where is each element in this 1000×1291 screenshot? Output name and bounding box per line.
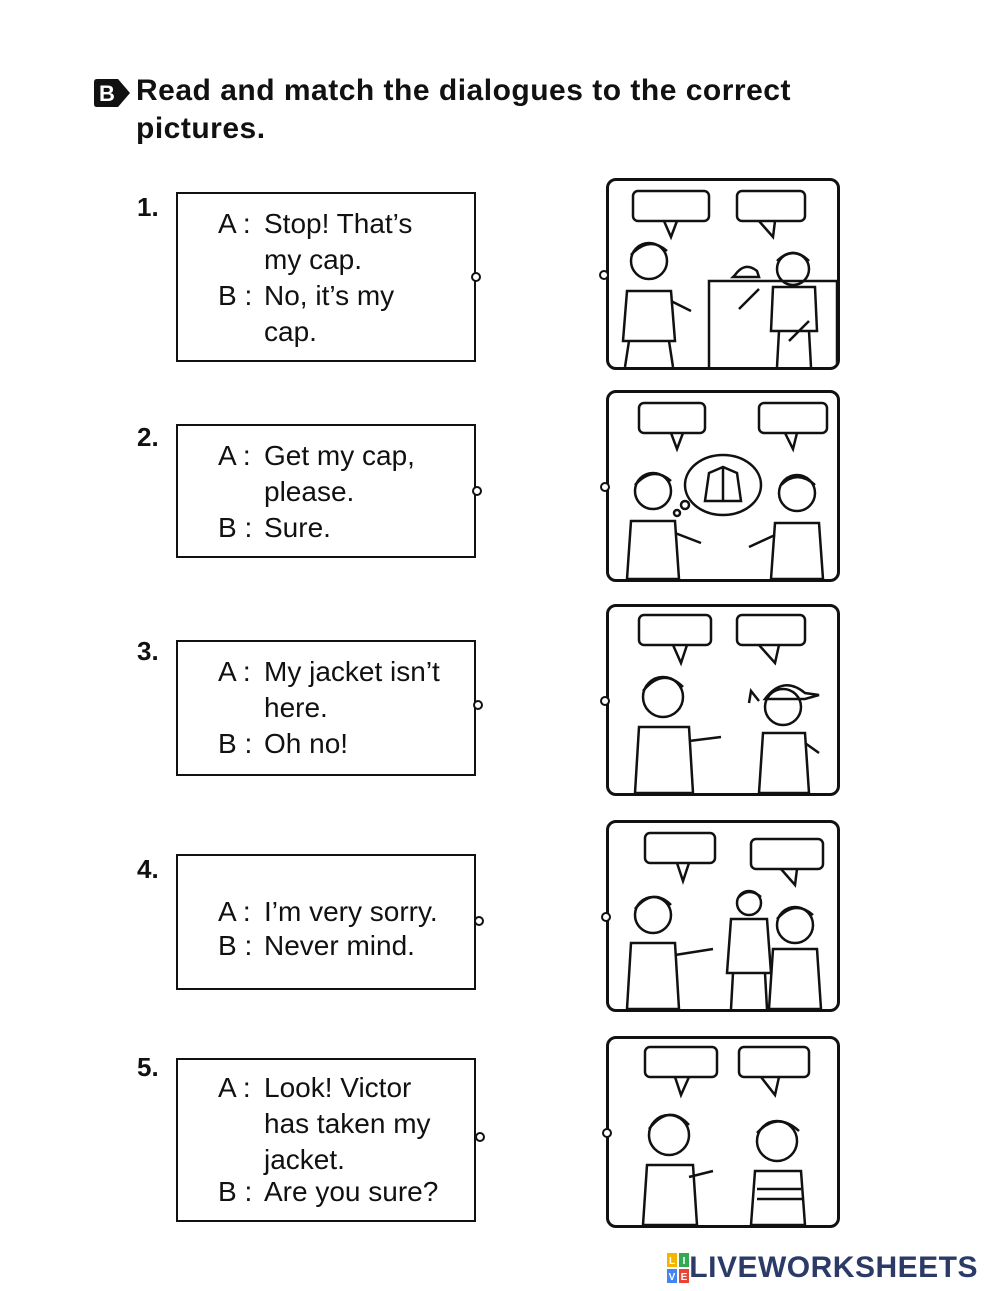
dialogue-line-b: [218, 726, 474, 762]
item-number-4: 4.: [137, 854, 159, 884]
logo-text: LIVEWORKSHEETS: [689, 1251, 978, 1284]
match-dot-right-5[interactable]: [602, 1128, 612, 1138]
dialogue-text: No, it’s my cap.: [264, 280, 395, 347]
dialogue-text: Stop! That’s my cap.: [264, 208, 413, 275]
picture-panel-4[interactable]: [606, 820, 840, 1012]
item-number-1: 1.: [137, 192, 159, 222]
speaker-a-label: A :: [218, 1072, 251, 1103]
dialogue-line-b: [218, 928, 474, 964]
speaker-a-label: A :: [218, 896, 251, 927]
section-b-badge-icon: [92, 78, 132, 108]
match-dot-right-1[interactable]: [599, 270, 609, 280]
match-dot-left-4[interactable]: [474, 916, 484, 926]
dialogue-box-4[interactable]: [176, 854, 476, 990]
dialogue-line-a: [218, 438, 444, 510]
dialogue-text: Get my cap, please.: [264, 440, 415, 507]
speaker-b-label: B :: [218, 512, 253, 543]
match-dot-left-2[interactable]: [472, 486, 482, 496]
speaker-b-label: B :: [218, 280, 253, 311]
dialogue-text: Sure.: [264, 512, 331, 543]
svg-text:L: L: [669, 1256, 676, 1267]
speaker-a-label: A :: [218, 440, 251, 471]
match-dot-right-2[interactable]: [600, 482, 610, 492]
dialogue-text: Oh no!: [264, 728, 349, 759]
dialogue-box-1[interactable]: [176, 192, 476, 362]
dialogue-box-3[interactable]: [176, 640, 476, 776]
picture-panel-5[interactable]: [606, 1036, 840, 1228]
dialogue-line-b: [218, 510, 474, 546]
section-letter: B: [99, 81, 115, 106]
boy-thinking-of-jacket-illustration-icon: [609, 393, 837, 579]
speaker-b-label: B :: [218, 728, 253, 759]
dialogue-line-a: [218, 1070, 454, 1178]
picture-panel-1[interactable]: [606, 178, 840, 370]
speaker-b-label: B :: [218, 930, 253, 961]
two-boys-talking-illustration-icon: [609, 1039, 837, 1225]
picture-panel-3[interactable]: [606, 604, 840, 796]
dialogue-box-5[interactable]: [176, 1058, 476, 1222]
match-dot-left-1[interactable]: [471, 272, 481, 282]
dialogue-text: I’m very sorry.: [264, 896, 438, 927]
item-number-2: 2.: [137, 422, 159, 452]
match-dot-left-5[interactable]: [475, 1132, 485, 1142]
instruction-text: Read and match the dialogues to the correct pictures.: [136, 74, 791, 145]
match-dot-right-3[interactable]: [600, 696, 610, 706]
dialogue-text: Look! Victor has taken my jacket.: [264, 1072, 431, 1175]
speaker-b-label: B :: [218, 1176, 253, 1207]
picture-panel-2[interactable]: [606, 390, 840, 582]
three-boys-pointing-illustration-icon: [609, 823, 837, 1009]
dialogue-text: Are you sure?: [264, 1176, 439, 1207]
dialogue-text: My jacket isn’t here.: [264, 656, 440, 723]
svg-text:I: I: [682, 1256, 686, 1267]
dialogue-line-a: [218, 206, 444, 278]
dialogue-text: Never mind.: [264, 930, 415, 961]
boy-touching-cap-illustration-icon: [609, 607, 837, 793]
dialogue-line-b: [218, 278, 424, 350]
svg-text:V: V: [668, 1272, 676, 1283]
svg-text:E: E: [680, 1272, 688, 1283]
dialogue-line-b: [218, 1174, 494, 1210]
two-boys-cap-on-table-illustration-icon: [609, 181, 837, 367]
dialogue-line-a: [218, 894, 474, 930]
item-number-3: 3.: [137, 636, 159, 666]
liveworksheets-logo: [667, 1252, 978, 1284]
liveworksheets-mark-icon: [667, 1253, 689, 1283]
speaker-a-label: A :: [218, 208, 251, 239]
speaker-a-label: A :: [218, 656, 251, 687]
item-number-5: 5.: [137, 1052, 159, 1082]
dialogue-line-a: [218, 654, 464, 726]
match-dot-left-3[interactable]: [473, 700, 483, 710]
dialogue-box-2[interactable]: [176, 424, 476, 558]
match-dot-right-4[interactable]: [601, 912, 611, 922]
